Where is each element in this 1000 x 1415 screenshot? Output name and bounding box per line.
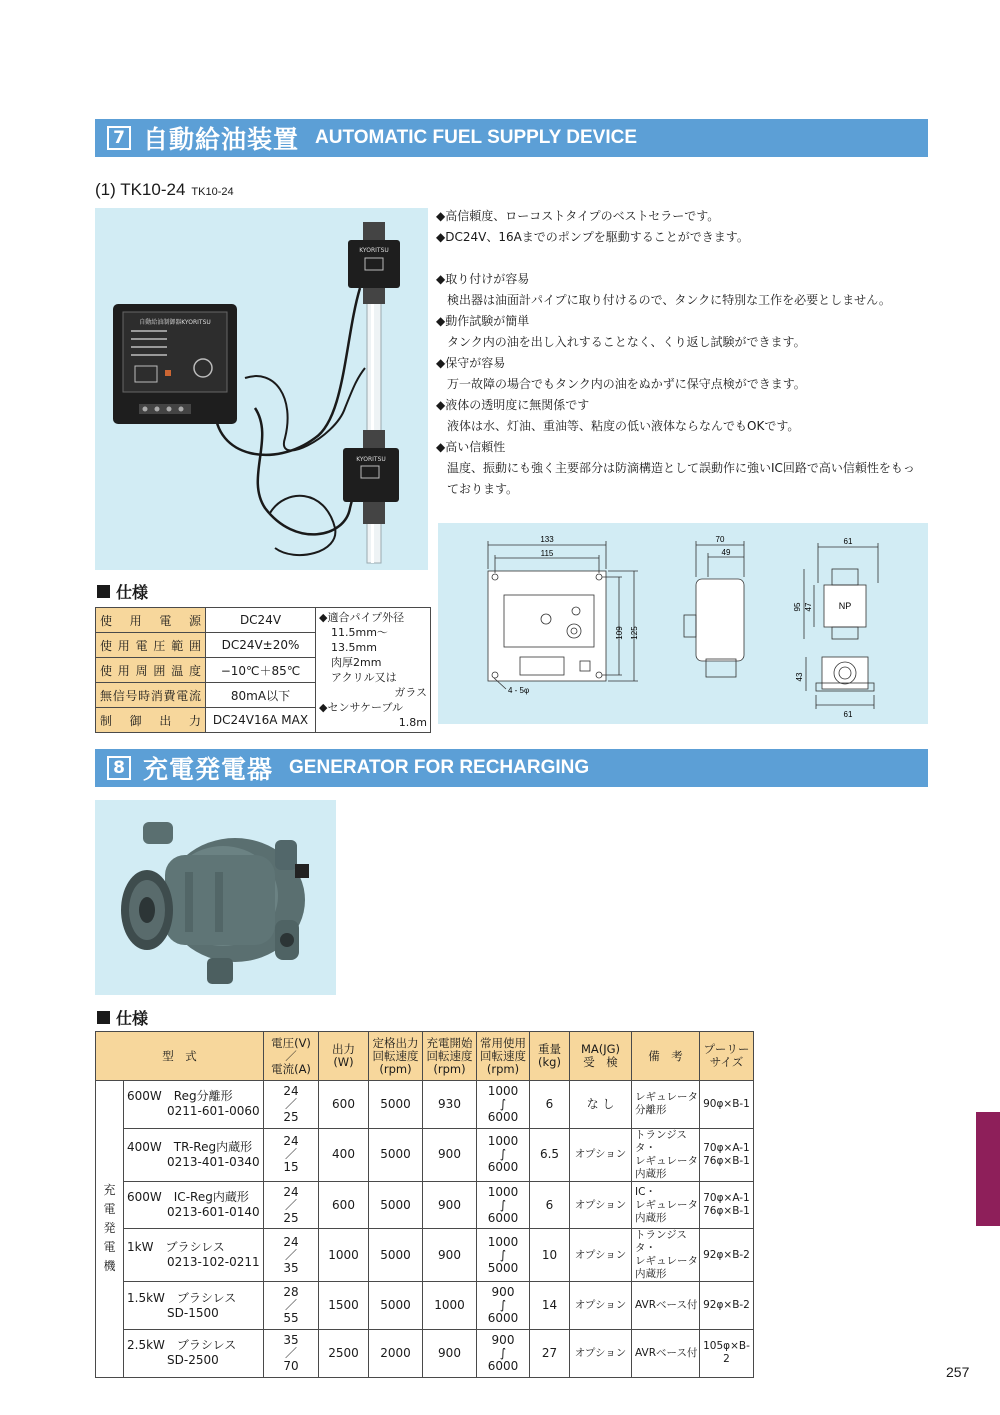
dim-125: 125 [630,626,639,640]
section-7-title-jp: 自動給油装置 [143,125,300,154]
separator: ／ [284,1247,297,1262]
pulley-size: 90φ×B-1 [703,1097,750,1110]
speed-max: 6000 [487,1210,519,1225]
spec-note-line: 肉厚2mm [331,656,382,669]
dimension-drawing [438,523,928,724]
normal-cell [477,1128,530,1181]
generator-photo [95,800,336,995]
pulley-cell [700,1282,754,1330]
square-bullet-icon [97,585,110,598]
pulley-cell [700,1330,754,1378]
spec-value: −10℃＋85℃ [206,658,316,683]
model-code: 0213-401-0340 [167,1154,260,1169]
spec-heading-7-text: 仕様 [116,583,149,602]
generator-spec-table [95,1031,754,1378]
volt-cell [264,1229,319,1282]
speed-max: 6000 [487,1358,519,1373]
model-name: 600W Reg分離形 [127,1089,233,1104]
dim-61-top: 61 [843,537,853,546]
remarks-cell [632,1081,700,1129]
spec-label: 無信号時消費電流 [96,683,206,708]
feature-list [436,206,931,500]
voltage: 35 [283,1332,299,1347]
feature-line-1: ◆高信頼度、ローコストタイプのベストセラーです。 [436,209,720,223]
separator: ／ [284,1147,297,1162]
group-label-char: 発 [103,1221,116,1236]
range-mark: ∫ [499,1345,507,1360]
group-label-char: 電 [103,1202,116,1217]
range-mark: ∫ [499,1197,507,1212]
speed-min: 1000 [487,1234,519,1249]
speed-max: 6000 [487,1160,519,1175]
section-7-header [95,119,928,157]
pulley-size: 105φ×B-2 [703,1340,750,1366]
col-rated-speed [369,1032,423,1081]
header-line: MA(JG) [580,1042,621,1056]
col-ma [570,1032,632,1081]
speed-min: 1000 [487,1134,519,1149]
chapter-side-tab [976,1112,1000,1226]
fuel-device-photo [95,208,428,570]
pulley-size: 70φ×A-1 [703,1192,750,1205]
current: 25 [283,1210,299,1225]
rated-cell: 5000 [369,1229,423,1282]
group-label [96,1081,124,1378]
header-line: (rpm) [486,1061,520,1076]
spec-note-line: ◆適合パイプ外径 [319,611,405,624]
header-line: ／ [285,1048,297,1063]
charge-cell: 900 [423,1181,477,1229]
feature-text-install: 検出器は油面計パイプに取り付けるので、タンクに特別な工作を必要としません。 [447,293,891,307]
dim-43: 43 [795,672,804,682]
feature-heading-transparency: ◆液体の透明度に無関係です [436,398,590,412]
feature-heading-reliability: ◆高い信頼性 [436,440,506,454]
speed-max: 6000 [487,1311,519,1326]
dimension-diagram [438,523,928,724]
pulley-size: 76φ×B-1 [703,1205,750,1218]
table-row [96,1282,754,1330]
charge-cell: 900 [423,1330,477,1378]
remark-line: レギュレータ [635,1091,698,1104]
remark-line: AVRベース付 [635,1299,698,1312]
weight-cell: 6.5 [530,1128,570,1181]
header-line: (kg) [538,1055,561,1069]
fuel-device-spec-table [95,607,431,733]
current: 35 [283,1260,299,1275]
remark-line: トランジスタ・ [635,1229,687,1255]
feature-heading-install: ◆取り付けが容易 [436,272,530,286]
model-cell [124,1229,264,1282]
weight-cell: 6 [530,1081,570,1129]
charge-cell: 1000 [423,1282,477,1330]
remark-line: 内蔵形 [635,1167,667,1180]
col-normal-speed [477,1032,530,1081]
section-8-title-jp: 充電発電器 [143,755,274,784]
speed-max: 5000 [487,1260,519,1275]
remarks-cell [632,1128,700,1181]
spec-value: 80mA以下 [206,683,316,708]
speed-max: 6000 [487,1109,519,1124]
dim-133: 133 [540,535,554,544]
table-row [96,1330,754,1378]
section-7-title-en: AUTOMATIC FUEL SUPPLY DEVICE [315,127,638,148]
model-cell [124,1282,264,1330]
normal-cell [477,1229,530,1282]
col-volt [264,1032,319,1081]
spec-label: 使用電圧範囲 [96,633,206,658]
spec-heading-7 [97,580,148,603]
output-cell: 400 [319,1128,369,1181]
spec-value: DC24V16A MAX [206,708,316,733]
voltage: 24 [283,1234,299,1249]
spec-note-line: ◆センサケーブル [319,701,404,714]
feature-text-transparency: 液体は水、灯油、重油等、粘度の低い液体ならなんでもOKです。 [447,419,800,433]
dim-95: 95 [793,602,802,612]
col-model: 型 式 [96,1032,264,1081]
remarks-cell [632,1282,700,1330]
upper-sensor-label: KYORITSU [359,247,389,254]
pulley-cell [700,1128,754,1181]
pulley-cell [700,1181,754,1229]
group-label-char: 機 [103,1259,116,1274]
model-code: 0213-601-0140 [167,1205,260,1220]
header-line: プーリー [703,1042,750,1056]
range-mark: ∫ [499,1147,507,1162]
voltage: 24 [283,1083,299,1098]
output-cell: 1500 [319,1282,369,1330]
square-bullet-icon [97,1011,110,1024]
feature-text-reliability-2: ております。 [447,482,519,496]
charge-cell: 900 [423,1128,477,1181]
ma-cell: オプション [570,1330,632,1378]
feature-text-maintenance: 万一故障の場合でもタンク内の油をぬかずに保守点検ができます。 [447,377,806,391]
model-cell [124,1330,264,1378]
speed-min: 900 [491,1285,515,1300]
remark-line: AVRベース付 [635,1346,698,1359]
col-remarks: 備 考 [632,1032,700,1081]
ma-cell: オプション [570,1229,632,1282]
table-row [96,1181,754,1229]
spec-value: DC24V [206,608,316,633]
output-cell: 600 [319,1181,369,1229]
charge-cell: 930 [423,1081,477,1129]
remark-line: 内蔵形 [635,1211,667,1224]
model-name: 1kW ブラシレス [127,1240,225,1255]
remark-line: トランジスタ・ [635,1128,687,1154]
current: 70 [283,1358,299,1373]
dim-holes: 4 - 5φ [508,686,530,695]
model-code: 0211-601-0060 [167,1104,260,1119]
separator: ／ [284,1096,297,1111]
feature-heading-maintenance: ◆保守が容易 [436,356,506,370]
model-name: 600W IC-Reg内蔵形 [127,1190,249,1205]
dim-109: 109 [615,626,624,640]
model-name: 2.5kW ブラシレス [127,1338,237,1353]
remarks-cell [632,1330,700,1378]
charge-cell: 900 [423,1229,477,1282]
spec-heading-8 [97,1006,148,1029]
volt-cell [264,1181,319,1229]
ma-cell: オプション [570,1128,632,1181]
product-title-main: (1) TK10-24 [95,180,186,199]
np-label: NP [838,601,852,611]
current: 25 [283,1109,299,1124]
feature-text-reliability-1: 温度、振動にも強く主要部分は防滴構造として誤動作に強いIC回路で高い信頼性をもっ [447,461,915,475]
separator: ／ [284,1298,297,1313]
dim-49: 49 [721,548,731,557]
model-code: 0213-102-0211 [167,1255,260,1270]
section-8-header [95,749,928,787]
generator-illustration [95,800,336,995]
header-line: 回転速度 [426,1048,473,1063]
range-mark: ∫ [499,1247,507,1262]
rated-cell: 2000 [369,1330,423,1378]
model-cell [124,1181,264,1229]
separator: ／ [284,1197,297,1212]
output-cell: 600 [319,1081,369,1129]
feature-spacer [436,248,931,269]
group-label-char: 充 [103,1183,116,1198]
weight-cell: 10 [530,1229,570,1282]
product-title-small: TK10-24 [191,186,234,198]
output-cell: 1000 [319,1229,369,1282]
ma-cell: オプション [570,1282,632,1330]
speed-min: 900 [491,1332,515,1347]
rated-cell: 5000 [369,1282,423,1330]
voltage: 28 [283,1285,299,1300]
volt-cell [264,1128,319,1181]
remark-line: レギュレータ [635,1255,698,1268]
header-line: 出力 [332,1042,355,1056]
table-row [96,1128,754,1181]
current: 15 [283,1160,299,1175]
section-7-number: 7 [107,126,131,150]
product-title [95,180,234,200]
volt-cell [264,1330,319,1378]
header-line: 電流(A) [271,1061,311,1076]
controller-label: 自動給油制御器KYORITSU [139,319,211,326]
remark-line: 内蔵形 [635,1268,667,1281]
ma-cell: な し [570,1081,632,1129]
col-pulley [700,1032,754,1081]
ma-cell: オプション [570,1181,632,1229]
pulley-cell [700,1229,754,1282]
voltage: 24 [283,1134,299,1149]
normal-cell [477,1330,530,1378]
pulley-size: 92φ×B-2 [703,1248,750,1261]
spec-label: 制御出力 [96,708,206,733]
output-cell: 2500 [319,1330,369,1378]
header-line: 常用使用 [480,1035,526,1050]
header-line: (W) [333,1055,354,1069]
remarks-cell [632,1181,700,1229]
range-mark: ∫ [499,1298,507,1313]
separator: ／ [284,1345,297,1360]
spec-notes [316,608,431,733]
page-number: 257 [946,1364,970,1380]
col-output [319,1032,369,1081]
remark-line: IC・ [635,1185,656,1198]
remark-line: レギュレータ [635,1198,698,1211]
weight-cell: 27 [530,1330,570,1378]
header-line: 重量 [538,1042,561,1056]
col-weight [530,1032,570,1081]
dim-47: 47 [804,602,813,612]
fuel-device-illustration [95,208,428,570]
section-8-title-en: GENERATOR FOR RECHARGING [289,757,590,778]
spec-note-line: 1.8m [398,716,427,729]
dim-61-bottom: 61 [843,710,853,719]
table-row [96,608,431,633]
header-line: (rpm) [433,1061,466,1076]
rated-cell: 5000 [369,1081,423,1129]
normal-cell [477,1181,530,1229]
weight-cell: 6 [530,1181,570,1229]
lower-sensor-label: KYORITSU [356,456,386,463]
remark-line: レギュレータ [635,1154,698,1167]
header-line: 充電開始 [426,1035,473,1050]
model-cell [124,1081,264,1129]
normal-cell [477,1282,530,1330]
group-label-char: 電 [103,1240,116,1255]
spec-label: 使用電源 [96,608,206,633]
speed-min: 1000 [487,1083,519,1098]
speed-min: 1000 [487,1184,519,1199]
model-name: 1.5kW ブラシレス [127,1290,237,1305]
rated-cell: 5000 [369,1181,423,1229]
model-cell [124,1128,264,1181]
spec-note-line: 11.5mm～13.5mm [331,626,388,654]
table-row [96,1229,754,1282]
pulley-cell [700,1081,754,1129]
model-code: SD-2500 [167,1353,219,1368]
header-line: (rpm) [379,1061,412,1076]
spec-note-line: ガラス [394,686,427,699]
feature-heading-test: ◆動作試験が簡単 [436,314,530,328]
volt-cell [264,1282,319,1330]
model-name: 400W TR-Reg内蔵形 [127,1139,253,1154]
pulley-size: 76φ×B-1 [703,1154,750,1167]
dim-70: 70 [715,535,725,544]
pulley-size: 70φ×A-1 [703,1141,750,1154]
col-charge-speed [423,1032,477,1081]
remarks-cell [632,1229,700,1282]
model-code: SD-1500 [167,1305,219,1320]
table-row [96,1081,754,1129]
volt-cell [264,1081,319,1129]
header-line: 電圧(V) [271,1035,311,1050]
spec-heading-8-text: 仕様 [116,1009,149,1028]
remark-line: 分離形 [635,1104,667,1117]
spec-label: 使用周囲温度 [96,658,206,683]
rated-cell: 5000 [369,1128,423,1181]
feature-line-2: ◆DC24V、16Aまでのポンプを駆動することができます。 [436,230,749,244]
spec-value: DC24V±20% [206,633,316,658]
current: 55 [283,1311,299,1326]
range-mark: ∫ [499,1096,507,1111]
header-line: サイズ [709,1055,744,1069]
header-line: 回転速度 [480,1048,526,1063]
feature-text-test: タンク内の油を出し入れすることなく、くり返し試験ができます。 [447,335,806,349]
voltage: 24 [283,1184,299,1199]
section-8-number: 8 [107,756,131,780]
pulley-size: 92φ×B-2 [703,1299,750,1312]
normal-cell [477,1081,530,1129]
spec-note-line: アクリル又は [331,671,397,684]
weight-cell: 14 [530,1282,570,1330]
dim-115: 115 [540,549,554,558]
header-line: 受 検 [583,1055,618,1069]
header-line: 回転速度 [372,1048,419,1063]
header-line: 定格出力 [372,1035,419,1050]
table-header-row [96,1032,754,1081]
